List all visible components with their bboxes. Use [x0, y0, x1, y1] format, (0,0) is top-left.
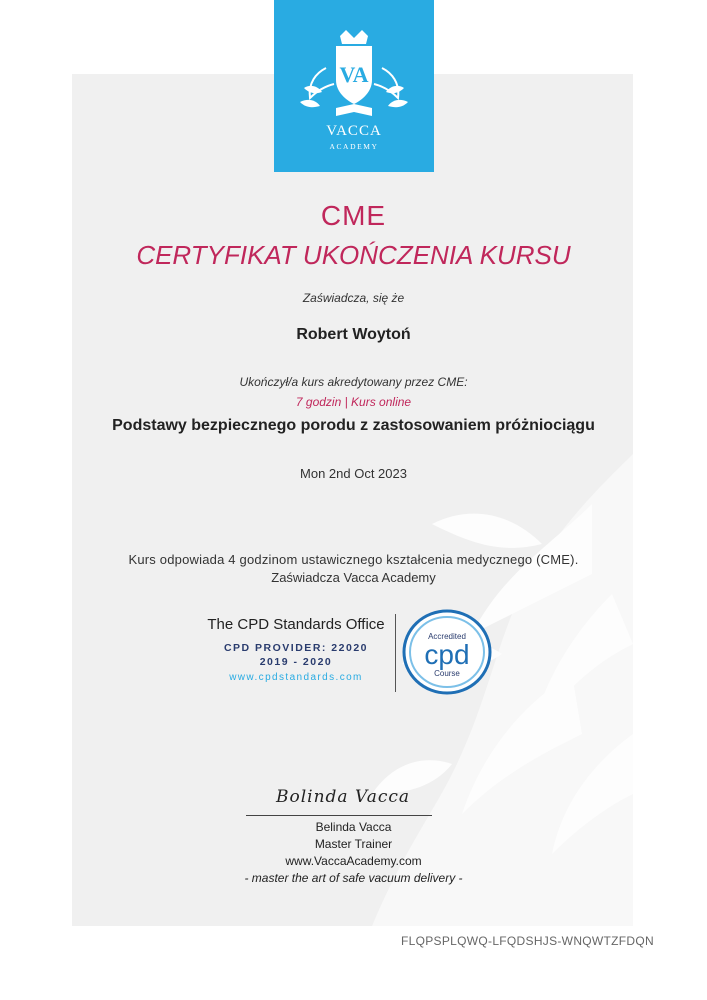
course-title: Podstawy bezpiecznego porodu z zastosowaniem próżniociągu — [112, 417, 595, 434]
vacca-academy-logo — [274, 0, 434, 172]
logo-brand: VACCA — [326, 123, 382, 139]
cpd-website: www.cpdstandards.com — [229, 672, 363, 683]
logo-monogram: VA — [339, 62, 369, 87]
signer-role: Master Trainer — [314, 837, 393, 851]
certificate-id: FLQPSPLQWQ-LFQDSHJS-WNQWTZFDQN — [401, 934, 654, 948]
completed-line: Ukończył/a kurs akredytowany przez CME: — [239, 375, 468, 389]
cpd-standards-block — [200, 616, 392, 683]
signature-line — [246, 815, 432, 816]
certificate-title: CERTYFIKAT UKOŃCZENIA KURSU — [136, 240, 571, 270]
attests-line: Zaświadcza, się że — [302, 291, 405, 305]
recipient-name: Robert Woytoń — [296, 326, 411, 343]
cpd-accredited-badge — [402, 609, 492, 695]
cme-heading: CME — [320, 200, 387, 231]
academy-website: www.VaccaAcademy.com — [285, 854, 422, 868]
cpd-divider — [395, 614, 396, 692]
hours-line: 7 godzin | Kurs online — [295, 395, 412, 409]
completion-date: Mon 2nd Oct 2023 — [300, 466, 407, 481]
badge-accredited-label: Accredited — [428, 632, 466, 641]
cpd-provider-number: CPD PROVIDER: 22020 — [223, 642, 369, 654]
crest-with-open-book-icon — [296, 28, 412, 120]
cpd-years: 2019 - 2020 — [259, 656, 333, 668]
badge-course-label: Course — [434, 669, 460, 678]
cme-equivalence: Kurs odpowiada 4 godzinom ustawicznego kształcenia medycznego (CME). — [128, 552, 579, 567]
academy-motto: - master the art of safe vacuum delivery - — [244, 871, 463, 885]
badge-cpd-label: cpd — [424, 639, 470, 670]
handwritten-signature: Bolinda Vacca — [276, 787, 411, 807]
signer-name: Belinda Vacca — [315, 820, 392, 834]
attested-by: Zaświadcza Vacca Academy — [271, 570, 436, 585]
logo-subtitle: ACADEMY — [329, 142, 379, 151]
cpd-office-name: The CPD Standards Office — [207, 616, 385, 633]
